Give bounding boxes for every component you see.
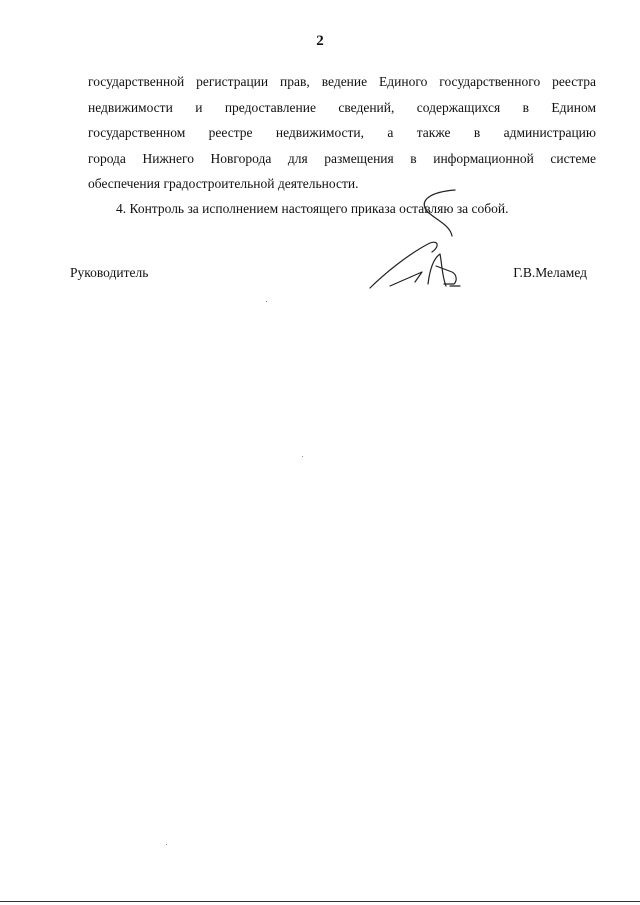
scan-speck (266, 301, 267, 302)
scan-speck (302, 456, 303, 457)
paragraph-continued (88, 69, 596, 197)
scan-speck (166, 844, 167, 845)
handwritten-signature (360, 188, 470, 293)
signatory-title: Руководитель (70, 265, 149, 280)
page-bottom-edge (0, 901, 640, 902)
signatory-name: Г.В.Меламед (513, 265, 587, 280)
paragraph-line: государственной регистрации прав, ведение Единого государственного реестра (88, 74, 596, 89)
paragraph-line: недвижимости и предоставление сведений, содержащихся в Едином (88, 99, 596, 115)
paragraph-line: государственном реестре недвижимости, а также в администрацию (88, 125, 596, 140)
paragraph-line: обеспечения градостроительной деятельности. (88, 176, 359, 191)
page-number: 2 (316, 33, 324, 49)
paragraph-4: 4. Контроль за исполнением настоящего приказа оставляю за собой. (116, 201, 509, 216)
paragraph-line: города Нижнего Новгорода для размещения в информационной системе (88, 150, 596, 166)
